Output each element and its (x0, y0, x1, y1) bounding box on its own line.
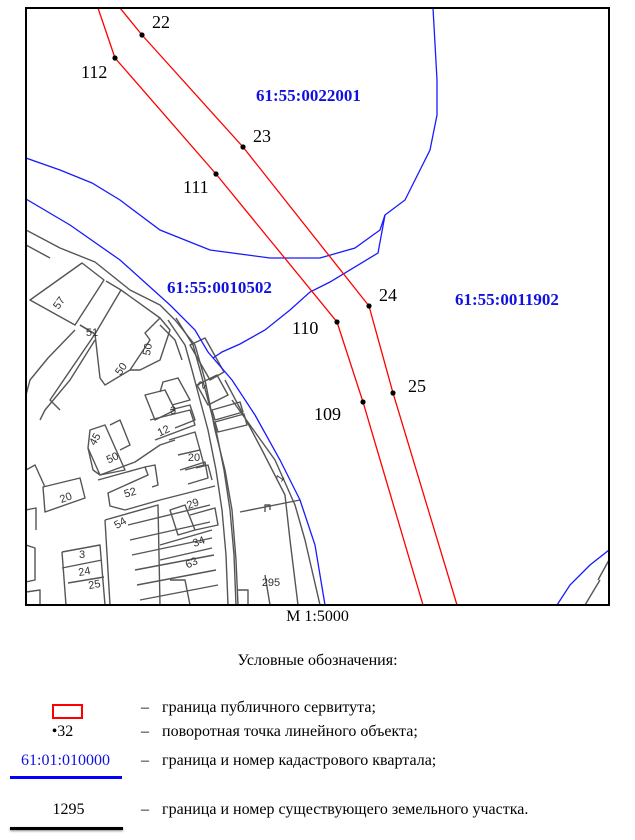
legend-text: граница публичного сервитута; (162, 699, 376, 716)
legend-text: граница и номер существующего земельного участка. (162, 801, 529, 818)
turning-point-label: 110 (292, 318, 319, 338)
turning-points-layer (81, 12, 426, 424)
parcel-number-label: 45 (87, 431, 104, 448)
dot-number-icon: •32 (51, 723, 74, 740)
turning-point-label: 25 (408, 376, 426, 396)
parcel-number-label: 20 (187, 452, 201, 464)
turning-point-icon (240, 144, 245, 149)
parcel-number-label: 29 (185, 496, 201, 512)
turning-point-label: 112 (81, 62, 108, 82)
parcel-number-label: 3 (169, 405, 177, 417)
legend-text: граница и номер кадастрового квартала; (162, 752, 437, 769)
blue-quarter-number: 61:01:010000 (21, 752, 110, 769)
parcel-number-label: 52 (122, 485, 138, 501)
parcel-number-label: 57 (51, 294, 68, 312)
blue-line-icon (10, 776, 122, 779)
cadastral-labels-layer (167, 86, 559, 309)
parcel-number-label: 25 (87, 578, 102, 593)
parcel-number-label: 54 (112, 515, 129, 532)
turning-point-icon (334, 319, 339, 324)
turning-point-label: 109 (314, 404, 341, 424)
turning-point-label: 23 (253, 126, 271, 146)
red-rectangle-icon (52, 704, 83, 719)
parcel-number-label: 50 (141, 342, 156, 357)
black-line-icon (10, 827, 123, 830)
legend-item-land-plot: 1295 – граница и номер существующего земельного участка. (0, 801, 635, 825)
turning-point-icon (213, 171, 218, 176)
parcel-number-label: 34 (191, 534, 207, 550)
legend-item-servitude: – граница публичного сервитута; (0, 699, 635, 723)
cadastral-quarter-label: 61:55:0022001 (256, 86, 361, 105)
cadastral-quarter-label: 61:55:0010502 (167, 278, 272, 297)
turning-point-icon (112, 55, 117, 60)
parcel-number-label: 24 (77, 565, 92, 580)
legend-title: Условные обозначения: (237, 652, 398, 669)
turning-point-icon (360, 399, 365, 404)
legend-item-turning-point: •32 – поворотная точка линейного объекта; (0, 723, 635, 747)
parcel-number-label: 63 (183, 555, 200, 572)
parcel-number-label: 295 (261, 577, 281, 589)
turning-point-label: 22 (152, 12, 170, 32)
legend-item-cadastral-quarter: 61:01:010000 – граница и номер кадастрового квартала; (0, 752, 635, 776)
parcel-number-label: 50 (104, 450, 121, 467)
parcel-number-label: 20 (58, 490, 74, 506)
turning-point-label: 111 (183, 177, 209, 197)
parcel-number-label: 12 (155, 423, 172, 440)
turning-point-label: 24 (379, 285, 397, 305)
parcel-number-label: 50 (113, 360, 130, 378)
cadastral-quarter-label: 61:55:0011902 (455, 290, 559, 309)
parcel-number-label: 1 (273, 472, 288, 485)
black-plot-number: 1295 (52, 801, 85, 818)
parcel-number-label: 51 (85, 327, 99, 339)
parcel-number-label: 2 (195, 379, 210, 392)
map-scale: М 1:5000 (286, 608, 349, 625)
turning-point-icon (390, 390, 395, 395)
parcel-number-label: 3 (78, 549, 86, 561)
turning-point-icon (366, 303, 371, 308)
legend-text: поворотная точка линейного объекта; (162, 723, 418, 740)
turning-point-icon (139, 32, 144, 37)
